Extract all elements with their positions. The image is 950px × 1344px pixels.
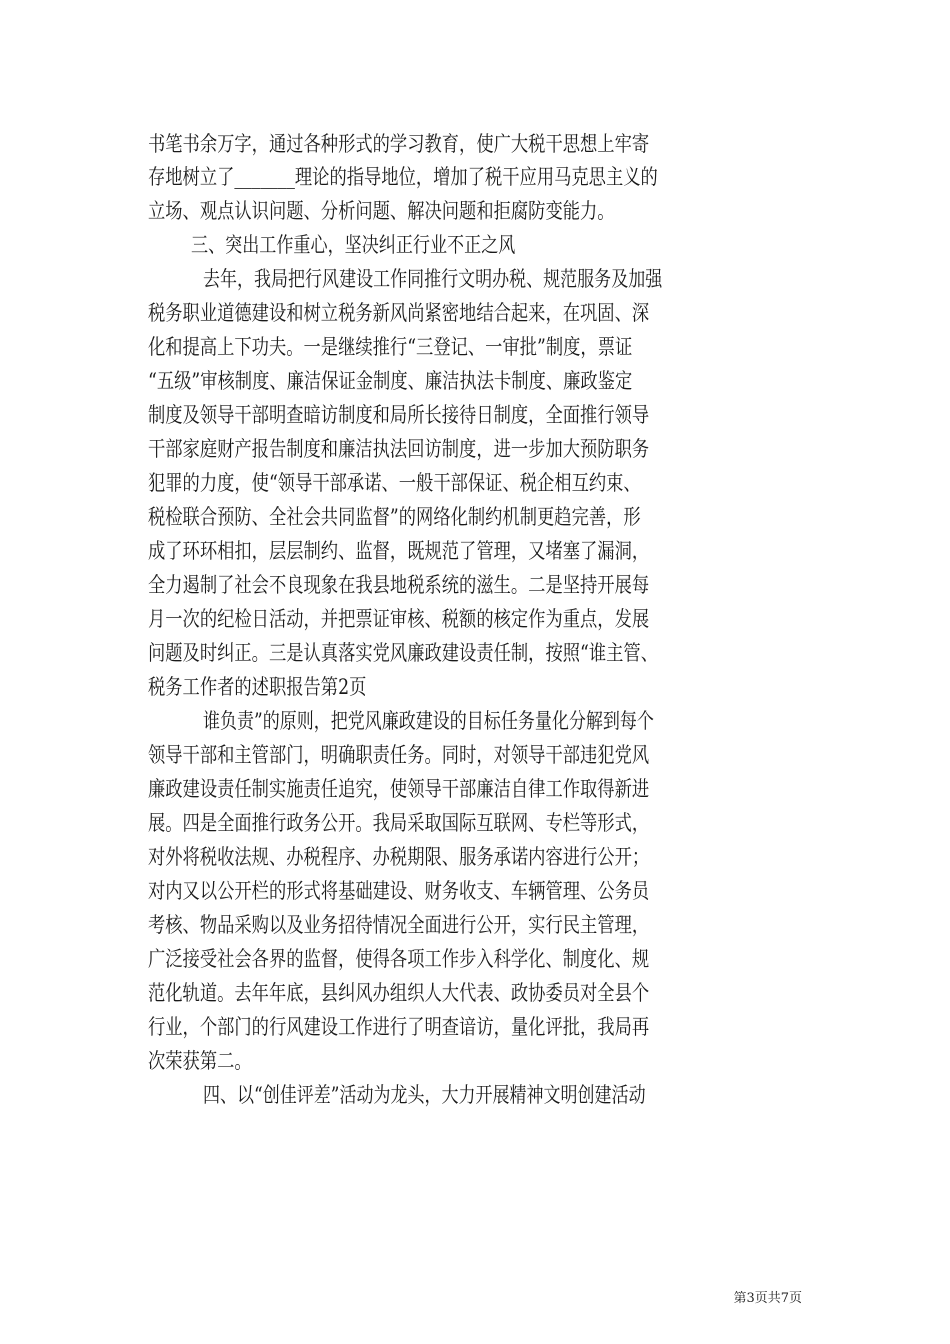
body-line: 考核、物品采购以及业务招待情况全面进行公开，实行民主管理， bbox=[148, 913, 650, 937]
page-break-label: 税务工作者的述职报告第2页 bbox=[148, 675, 367, 699]
body-line: 立场、观点认识问题、分析问题、解决问题和拒腐防变能力。 bbox=[148, 199, 615, 223]
body-line: “五级”审核制度、廉洁保证金制度、廉洁执法卡制度、廉政鉴定 bbox=[148, 369, 633, 393]
body-line: 成了环环相扣，层层制约、监督，既规范了管理，又堵塞了漏洞， bbox=[148, 539, 650, 563]
body-line: 犯罪的力度，使“领导干部承诺、一般干部保证、税企相互约束、 bbox=[148, 471, 641, 495]
body-line: 存地树立了_______理论的指导地位，增加了税干应用马克思主义的 bbox=[148, 165, 658, 189]
body-line: 全力遏制了社会不良现象在我县地税系统的滋生。二是坚持开展每 bbox=[148, 573, 650, 597]
body-line: 广泛接受社会各界的监督，使得各项工作步入科学化、制度化、规 bbox=[148, 947, 650, 971]
body-line: 干部家庭财产报告制度和廉洁执法回访制度，进一步加大预防职务 bbox=[148, 437, 650, 461]
page-number: 第3页共7页 bbox=[733, 1291, 802, 1306]
body-line: 次荣获第二。 bbox=[148, 1049, 252, 1073]
section-heading: 三、突出工作重心，坚决纠正行业不正之风 bbox=[191, 233, 516, 257]
body-line: 制度及领导干部明查暗访制度和局所长接待日制度，全面推行领导 bbox=[148, 403, 650, 427]
body-line: 对内又以公开栏的形式将基础建设、财务收支、车辆管理、公务员 bbox=[148, 879, 650, 903]
body-line: 书笔书余万字，通过各种形式的学习教育，使广大税干思想上牢寄 bbox=[148, 132, 650, 156]
body-line: 谁负责”的原则，把党风廉政建设的目标任务量化分解到每个 bbox=[203, 709, 654, 733]
body-line: 廉政建设责任制实施责任追究，使领导干部廉洁自律工作取得新进 bbox=[148, 777, 650, 801]
body-line: 月一次的纪检日活动，并把票证审核、税额的核定作为重点，发展 bbox=[148, 607, 650, 631]
body-line: 化和提高上下功夫。一是继续推行“三登记、一审批”制度，票证 bbox=[148, 335, 633, 359]
body-line: 领导干部和主管部门，明确职责任务。同时，对领导干部违犯党风 bbox=[148, 743, 650, 767]
body-line: 展。四是全面推行政务公开。我局采取国际互联网、专栏等形式， bbox=[148, 811, 650, 835]
body-line: 税检联合预防、全社会共同监督”的网络化制约机制更趋完善，形 bbox=[148, 505, 641, 529]
body-line: 对外将税收法规、办税程序、办税期限、服务承诺内容进行公开； bbox=[148, 845, 650, 869]
body-line: 问题及时纠正。三是认真落实党风廉政建设责任制，按照“谁主管、 bbox=[148, 641, 658, 665]
body-line: 税务职业道德建设和树立税务新风尚紧密地结合起来，在巩固、深 bbox=[148, 301, 650, 325]
body-line: 去年，我局把行风建设工作同推行文明办税、规范服务及加强 bbox=[203, 267, 663, 291]
section-heading: 四、以“创佳评差”活动为龙头，大力开展精神文明创建活动 bbox=[203, 1083, 646, 1107]
body-line: 行业，个部门的行风建设工作进行了明查谙访，量化评批，我局再 bbox=[148, 1015, 650, 1039]
body-line: 范化轨道。去年年底，县纠风办组织人大代表、政协委员对全县个 bbox=[148, 981, 650, 1005]
